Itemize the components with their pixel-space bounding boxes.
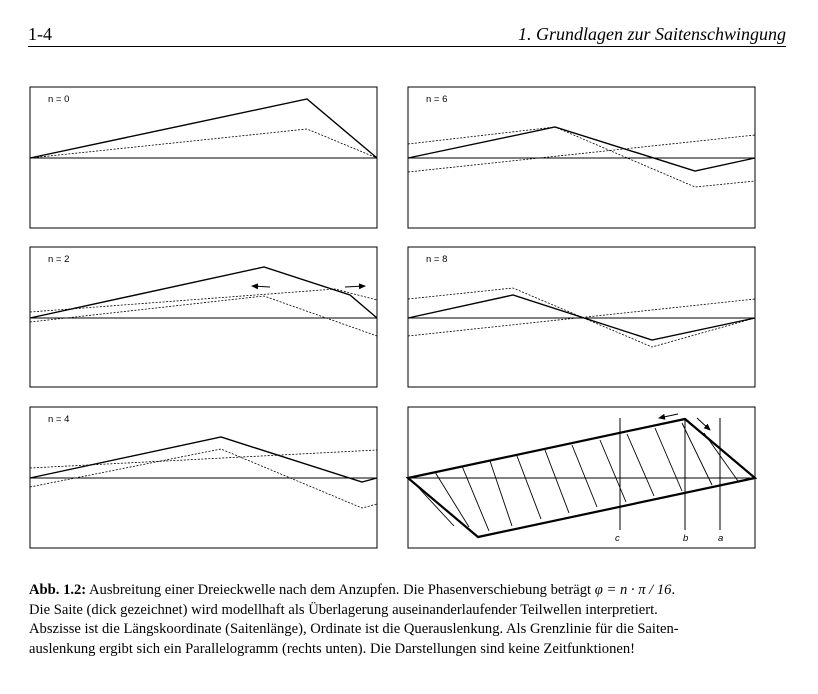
panel-n8 [408,247,755,387]
label-b: b [683,533,689,544]
panel-n0 [30,87,377,228]
panel-n0-label: n = 0 [48,94,70,105]
arrow-left-icon [659,414,678,418]
partial-wave-dashed [30,129,377,158]
arrow-right-icon [345,286,365,287]
panel-n4-label: n = 4 [48,414,70,425]
string-thick [408,127,755,171]
caption-line-4: auslenkung ergibt sich ein Parallelogramm (rechts unten). Die Darstellungen sind keine Zeitfunktionen! [29,640,636,657]
caption-formula: φ = n · π / 16 [594,582,672,598]
panel-n6 [408,87,755,228]
caption-line1-end: . [671,582,676,598]
chapter-title: 1. Grundlagen zur Saitenschwingung [518,24,786,44]
figure-caption [29,581,789,659]
string-thick [30,437,377,482]
panel-n2 [30,247,377,387]
panel-n4 [30,407,377,548]
panel-n2-label: n = 2 [48,254,70,265]
label-a: a [718,533,724,544]
caption-line-1 [29,581,789,601]
caption-line-2: Die Saite (dick gezeichnet) wird modellhaft als Überlagerung auseinanderlaufender Teilwellen interpretiert. [29,601,658,618]
caption-line-3: Abszisse ist die Längskoordinate (Saitenlänge), Ordinate ist die Querauslenkung. Als Grenzlinie für die Saiten- [29,621,679,637]
caption-text-1: Ausbreitung einer Dreieckwelle nach dem Anzupfen. Die Phasenverschiebung beträgt [86,582,595,598]
arrow-down-right-icon [697,418,710,430]
caption-label: Abb. 1.2: [29,582,87,598]
panel-parallelogram [408,407,755,548]
page-number: 1-4 [28,24,52,44]
label-c: c [615,533,620,544]
panel-n6-label: n = 6 [426,94,448,105]
partial-wave-dashed [408,135,755,172]
string-thick [30,99,377,158]
partial-wave-dashed [30,296,377,336]
arrow-left-icon [252,286,270,287]
panel-n8-label: n = 8 [426,254,448,265]
partial-wave-dashed [30,289,377,312]
string-thick [30,267,377,318]
